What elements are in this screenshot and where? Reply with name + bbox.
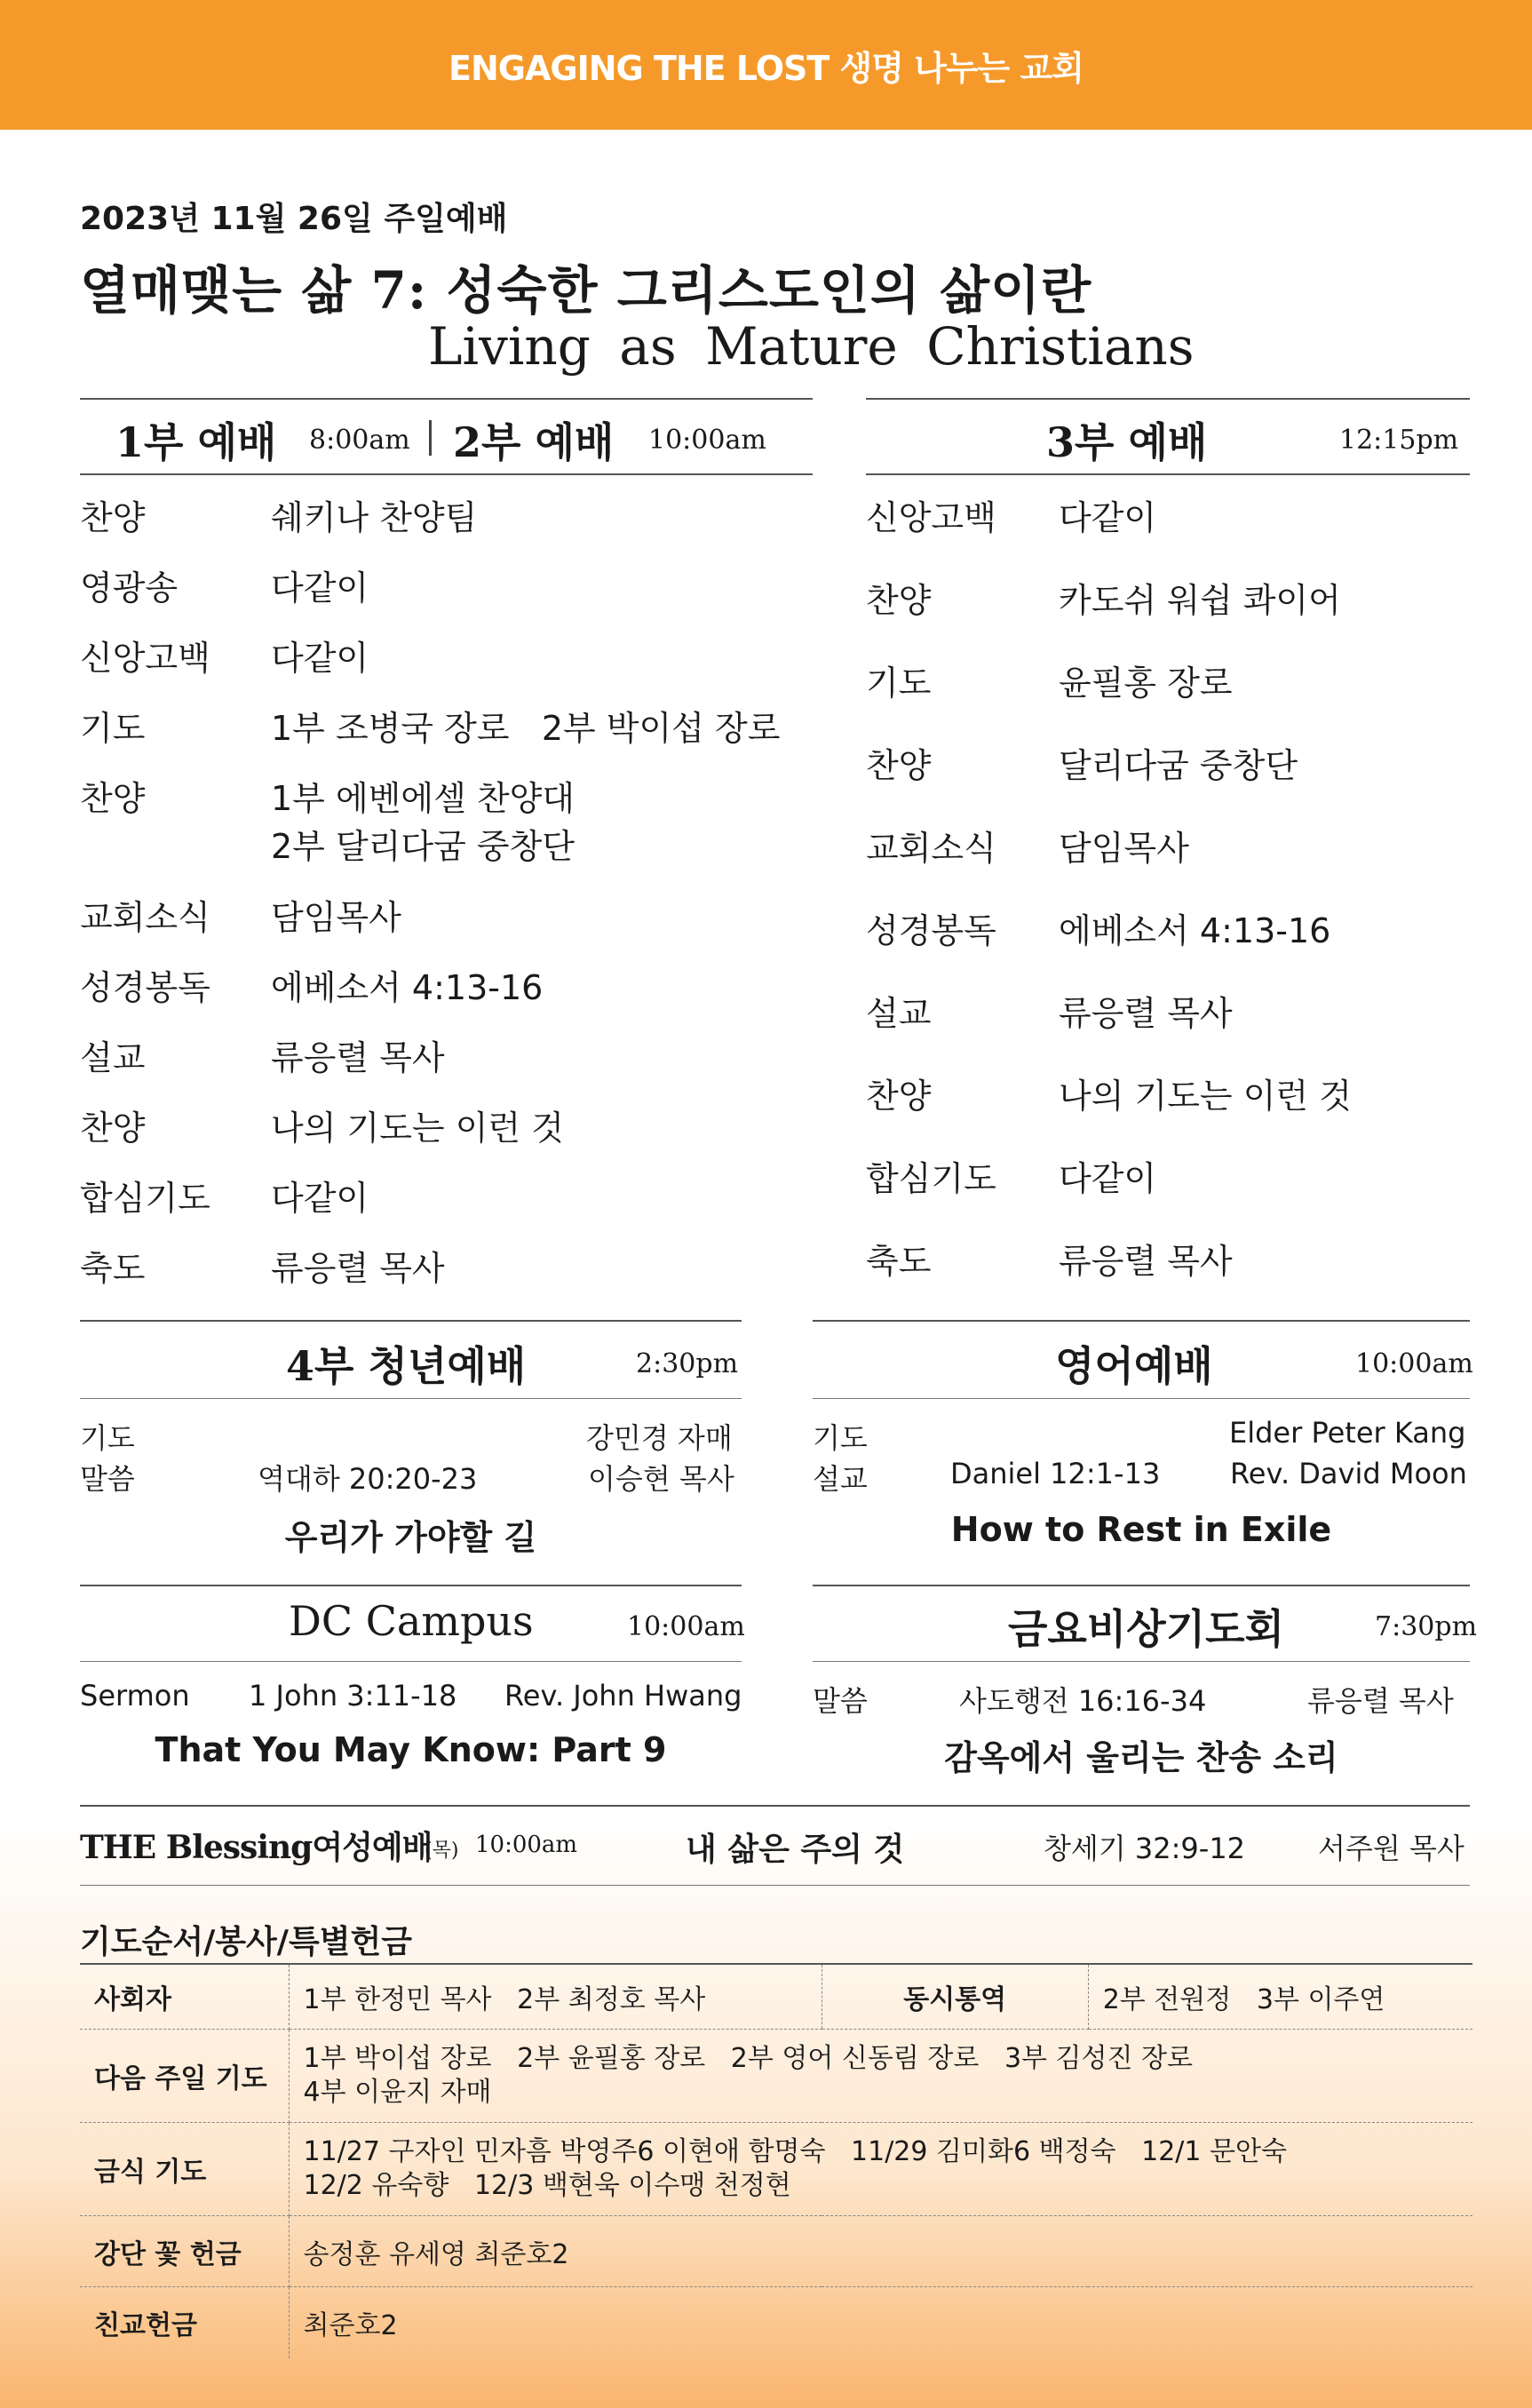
divider xyxy=(80,398,813,400)
youth-prayer-label: 기도 xyxy=(80,1421,135,1455)
fellowship-offering-label: 친교헌금 xyxy=(80,2287,289,2358)
service3-time: 12:15pm xyxy=(1339,425,1459,456)
divider xyxy=(813,1661,1470,1662)
dc-sermon-title: That You May Know: Part 9 xyxy=(155,1730,667,1769)
youth-heading: 4부 청년예배 xyxy=(286,1342,527,1390)
divider xyxy=(866,398,1470,400)
order-label: 성경봉독 xyxy=(866,911,996,950)
friday-heading: 금요비상기도회 xyxy=(1008,1605,1285,1653)
info-heading: 기도순서/봉사/특별헌금 xyxy=(80,1924,413,1960)
blessing-scripture: 창세기 32:9-12 xyxy=(1044,1832,1246,1865)
order-value: 류응렬 목사 xyxy=(271,1249,445,1288)
next-prayer-line: 4부 이윤지 자매 xyxy=(303,2077,492,2108)
order-label: 찬양 xyxy=(80,1109,146,1148)
order-label: 찬양 xyxy=(866,581,932,620)
order-label: 축도 xyxy=(866,1242,932,1281)
order-label: 합심기도 xyxy=(866,1159,996,1198)
interp-value: 2부 전원정 3부 이주연 xyxy=(1088,1964,1472,2030)
next-prayer-value xyxy=(289,2030,1472,2123)
order-value: 나의 기도는 이런 것 xyxy=(1059,1077,1352,1116)
order-value: 2부 달리다굼 중창단 xyxy=(271,827,575,866)
order-value: 카도쉬 워쉽 콰이어 xyxy=(1059,581,1341,620)
english-sermon-label: 설교 xyxy=(813,1462,868,1496)
table-row xyxy=(80,1964,1472,2030)
service2-time: 10:00am xyxy=(648,425,766,456)
divider xyxy=(80,1885,1470,1886)
divider xyxy=(80,1661,742,1662)
service2-heading: 2부 예배 xyxy=(453,418,615,466)
divider xyxy=(80,1398,742,1399)
order-value: 에베소서 4:13-16 xyxy=(271,968,544,1007)
blessing-heading: THE Blessing여성예배 xyxy=(80,1829,433,1866)
friday-preacher: 류응렬 목사 xyxy=(1307,1684,1454,1718)
order-value: 다같이 xyxy=(271,639,369,678)
divider xyxy=(80,1805,1470,1807)
friday-word-label: 말씀 xyxy=(813,1684,868,1718)
blessing-time: 10:00am xyxy=(475,1832,578,1858)
order-label: 설교 xyxy=(866,994,932,1033)
sermon-title-korean: 열매맺는 삶 7: 성숙한 그리스도인의 삶이란 xyxy=(80,260,1092,321)
order-label: 축도 xyxy=(80,1249,146,1288)
order-label: 찬양 xyxy=(866,1077,932,1116)
order-value: 류응렬 목사 xyxy=(271,1038,445,1077)
english-scripture: Daniel 12:1-13 xyxy=(950,1457,1161,1490)
english-sermon-title: How to Rest in Exile xyxy=(950,1510,1332,1549)
divider xyxy=(80,473,813,475)
fast-prayer-line: 11/27 구자인 민자흠 박영주6 이현애 함명숙 11/29 김미화6 백정숙 12/1 문안숙 xyxy=(303,2136,1287,2167)
order-value: 달리다굼 중창단 xyxy=(1059,746,1298,785)
table-row xyxy=(80,2030,1472,2123)
order-value: 다같이 xyxy=(1059,1159,1157,1198)
dc-scripture: 1 John 3:11-18 xyxy=(249,1679,457,1713)
order-label: 기도 xyxy=(80,709,146,748)
order-value: 다같이 xyxy=(271,1179,369,1218)
flower-offering-value: 송정훈 유세영 최준호2 xyxy=(289,2216,1472,2287)
dc-preacher: Rev. John Hwang xyxy=(504,1679,742,1713)
order-label: 교회소식 xyxy=(866,829,996,868)
fast-prayer-value xyxy=(289,2123,1472,2216)
info-table xyxy=(80,1963,1472,2358)
friday-time: 7:30pm xyxy=(1375,1611,1478,1642)
youth-preacher: 이승현 목사 xyxy=(588,1462,734,1496)
order-value: 1부 에벤에셀 찬양대 xyxy=(271,779,575,818)
order-value: 류응렬 목사 xyxy=(1059,1242,1233,1281)
order-label: 교회소식 xyxy=(80,898,210,937)
dc-time: 10:00am xyxy=(627,1611,745,1642)
service3-heading: 3부 예배 xyxy=(1046,418,1208,466)
youth-word-label: 말씀 xyxy=(80,1462,135,1496)
service1-heading: 1부 예배 xyxy=(115,418,277,466)
friday-scripture: 사도행전 16:16-34 xyxy=(959,1684,1207,1718)
divider xyxy=(80,1585,742,1586)
order-label: 찬양 xyxy=(80,779,146,818)
heading-separator xyxy=(429,420,432,456)
order-label: 신앙고백 xyxy=(80,639,210,678)
service1-time: 8:00am xyxy=(309,425,410,456)
order-label: 찬양 xyxy=(80,498,146,537)
blessing-preacher: 서주원 목사 xyxy=(1318,1832,1465,1865)
order-value: 류응렬 목사 xyxy=(1059,994,1233,1033)
english-prayer-label: 기도 xyxy=(813,1421,868,1455)
friday-sermon-title: 감옥에서 울리는 찬송 소리 xyxy=(944,1738,1338,1777)
interp-label: 동시통역 xyxy=(822,1964,1088,2030)
youth-scripture: 역대하 20:20-23 xyxy=(258,1462,478,1496)
sermon-title-english: Living as Mature Christians xyxy=(428,316,1195,377)
order-value: 나의 기도는 이런 것 xyxy=(271,1109,564,1148)
service-date: 2023년 11월 26일 주일예배 xyxy=(80,201,508,237)
order-value: 다같이 xyxy=(271,568,369,608)
order-value: 1부 조병국 장로 2부 박이섭 장로 xyxy=(271,709,781,748)
fast-prayer-label: 금식 기도 xyxy=(80,2123,289,2216)
divider xyxy=(813,1585,1470,1586)
next-prayer-line: 1부 박이섭 장로 2부 윤필홍 장로 2부 영어 신동림 장로 3부 김성진 장로 xyxy=(303,2043,1193,2074)
table-row xyxy=(80,2216,1472,2287)
next-prayer-label: 다음 주일 기도 xyxy=(80,2030,289,2123)
youth-prayer-person: 강민경 자매 xyxy=(586,1421,733,1455)
order-value: 다같이 xyxy=(1059,498,1157,537)
fast-prayer-line: 12/2 유숙향 12/3 백현욱 이수맹 천정현 xyxy=(303,2170,791,2201)
divider xyxy=(866,473,1470,475)
host-value: 1부 한정민 목사 2부 최정호 목사 xyxy=(289,1964,822,2030)
order-value: 쉐키나 찬양팀 xyxy=(271,498,478,537)
order-label: 신앙고백 xyxy=(866,498,996,537)
youth-sermon-title: 우리가 가야할 길 xyxy=(284,1518,537,1557)
order-value: 담임목사 xyxy=(1059,829,1189,868)
english-prayer-person: Elder Peter Kang xyxy=(1229,1416,1466,1450)
blessing-day: (목) xyxy=(425,1840,459,1862)
order-value: 에베소서 4:13-16 xyxy=(1059,911,1331,950)
order-label: 기도 xyxy=(866,664,932,703)
flower-offering-label: 강단 꽃 헌금 xyxy=(80,2216,289,2287)
fellowship-offering-value: 최준호2 xyxy=(303,2309,398,2341)
order-label: 영광송 xyxy=(80,568,179,608)
order-value: 담임목사 xyxy=(271,898,401,937)
table-row xyxy=(80,2123,1472,2216)
host-label: 사회자 xyxy=(80,1964,289,2030)
order-value: 윤필홍 장로 xyxy=(1059,664,1233,703)
dc-sermon-label: Sermon xyxy=(80,1679,190,1713)
english-heading: 영어예배 xyxy=(1055,1342,1213,1390)
order-label: 설교 xyxy=(80,1038,146,1077)
divider xyxy=(813,1398,1470,1399)
order-label: 찬양 xyxy=(866,746,932,785)
order-label: 성경봉독 xyxy=(80,968,210,1007)
blessing-sermon-title: 내 삶은 주의 것 xyxy=(686,1832,905,1868)
divider xyxy=(80,1320,742,1322)
youth-time: 2:30pm xyxy=(636,1348,739,1379)
english-time: 10:00am xyxy=(1355,1348,1473,1379)
top-banner: ENGAGING THE LOST 생명 나누는 교회 xyxy=(0,0,1532,130)
divider xyxy=(813,1320,1470,1322)
order-label: 합심기도 xyxy=(80,1179,210,1218)
dc-heading: DC Campus xyxy=(289,1597,534,1645)
english-preacher: Rev. David Moon xyxy=(1230,1457,1467,1490)
table-row xyxy=(80,2287,1472,2358)
